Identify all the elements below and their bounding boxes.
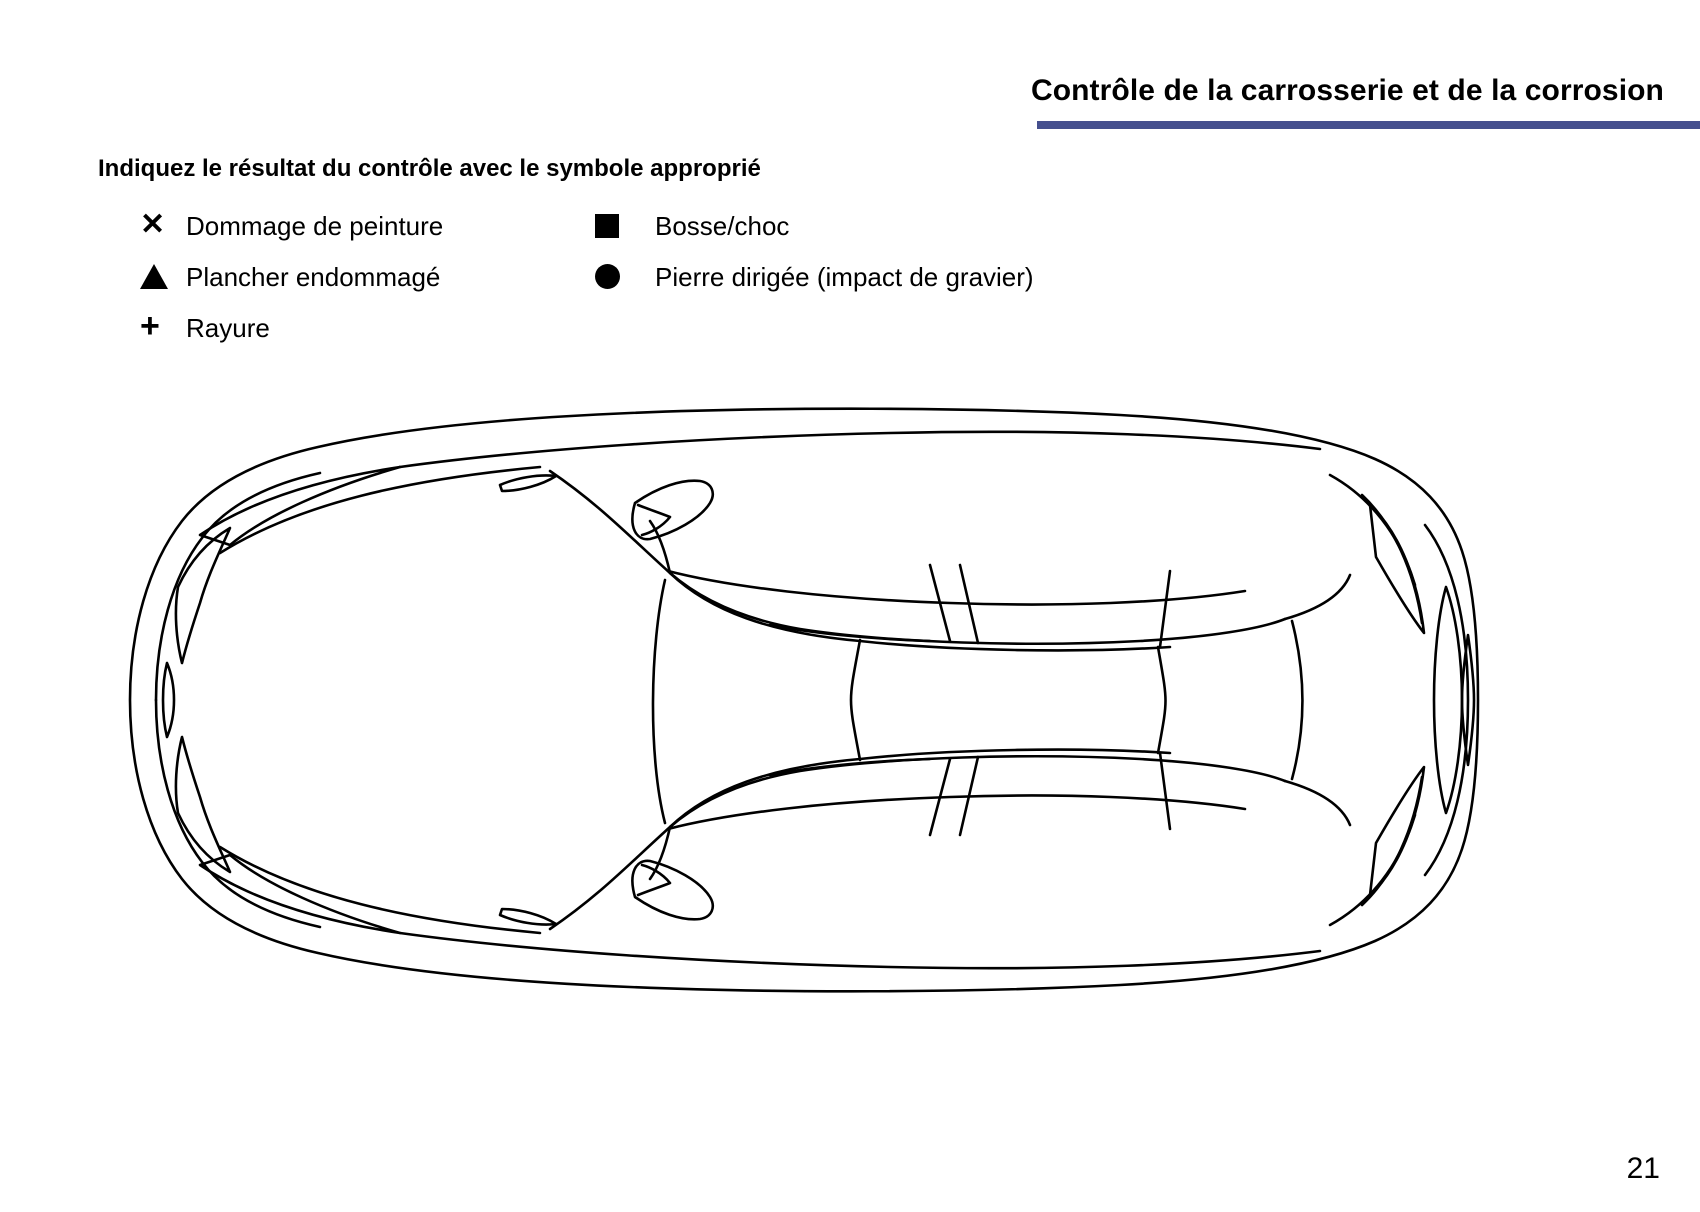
plus-icon (140, 306, 186, 345)
page-title: Contrôle de la carrosserie et de la corrosion (1030, 74, 1664, 107)
legend-item-scratch (140, 302, 580, 353)
legend-label-paint-damage: Dommage de peinture (186, 210, 444, 241)
legend-label-dent: Bosse/choc (655, 210, 790, 241)
instruction-text: Indiquez le résultat du contrôle avec le symbole approprié (98, 155, 761, 182)
header-divider (1037, 121, 1700, 129)
legend-item-floor-damage (140, 251, 580, 302)
legend-item-paint-damage (140, 200, 580, 251)
square-shape (595, 214, 619, 238)
legend-column-right (595, 200, 1215, 302)
square-icon (595, 214, 655, 238)
x-mark-icon (140, 207, 186, 241)
plus-glyph: + (140, 306, 160, 345)
car-top-view-diagram (70, 375, 1490, 1025)
circle-shape (595, 264, 620, 289)
legend-item-dent (595, 200, 1215, 251)
legend-column-left (140, 200, 580, 353)
x-mark-glyph: ✕ (140, 207, 166, 241)
circle-icon (595, 264, 655, 289)
page-number: 21 (1626, 1152, 1660, 1185)
legend-item-stone-chip (595, 251, 1215, 302)
legend-label-scratch: Rayure (186, 312, 270, 343)
legend-label-floor-damage: Plancher endommagé (186, 261, 441, 292)
triangle-shape (140, 264, 168, 289)
legend-label-stone-chip: Pierre dirigée (impact de gravier) (655, 261, 1034, 292)
triangle-icon (140, 264, 186, 289)
page-header (0, 74, 1700, 134)
